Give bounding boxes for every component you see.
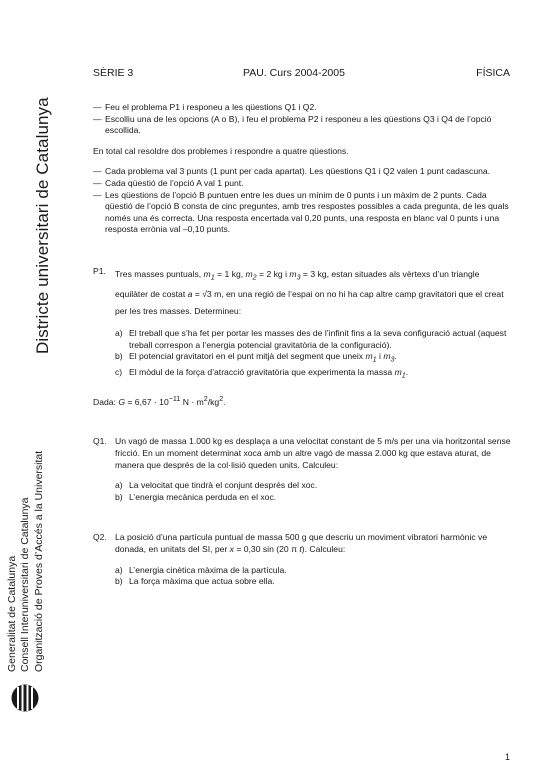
problem-items (115, 328, 511, 382)
org-line-generalitat: Generalitat de Catalunya (6, 555, 18, 672)
page-number: 1 (505, 752, 511, 762)
list-item: b) L’energia mecànica perduda en el xoc. (115, 491, 277, 502)
question-label: Q2. (93, 532, 107, 543)
grading-item: — Cada qüestió de l’opció A val 1 punt. (93, 177, 244, 188)
grading-item: — Les qüestions de l’opció B puntuen entre les dues un mínim de 0 punts i un màxim de 2 punts. Cada qüestió de l’opció B consta de cinc preguntes, amb tres respostes possibles a cada pregunta, de les quals només una és correcta. Una resposta encertada val 0,20 punts, una resposta en blanc val 0 punts i una resposta errònia val –0,10 punts. (93, 189, 509, 235)
page-header (93, 67, 510, 81)
org-line-consell: Consell Interuniversitari de Catalunya (19, 497, 31, 672)
problem-p1 (93, 266, 511, 382)
list-item: b) El potencial gravitatori en el punt mitjà del segment que uneix $m_1$ i $m_3$. (115, 351, 397, 365)
exam-content (93, 102, 511, 588)
given-data: Dada: $G = 6,67 \cdot 10^{-11}$ $N \cdot m^2/kg^2$. (93, 394, 226, 407)
question-statement: La posició d’una partícula puntual de massa 500 g que descriu un moviment vibratori harmònic ve donada, en unitats del SI, per x = 0,30 sin (20 π t). Calculeu: (115, 532, 488, 554)
district-title: Districte universitari de Catalunya (33, 97, 52, 354)
org-line-organitzacio: Organització de Proves d’Accés a la Universitat (33, 450, 45, 672)
problem-label: P1. (93, 265, 106, 276)
question-q1 (93, 436, 511, 503)
list-item: a) El treball que s’ha fet per portar les masses des de l’infinit fins a la seva configuració actual (aquest treball correspon a l’energia potencial gravitatòria de la configuració). (115, 328, 507, 350)
header-course: PAU. Curs 2004-2005 (243, 67, 345, 79)
generalitat-logo-icon (11, 684, 39, 712)
problem-statement: Tres masses puntuals, $m_1 = 1$ kg, $m_2 = 2$ kg i $m_3 = 3$ kg, estan situades als vèrtexs d’un triangle equilàter de costat a = √3 m, en una regió de l’espai on no hi ha cap altre camp gravitatori que el creat per les tres masses. Determineu: (115, 268, 504, 316)
grading-item: — Cada problema val 3 punts (1 punt per cada apartat). Les qüestions Q1 i Q2 valen 1 punt cadascuna. (93, 166, 491, 177)
list-item: c) El mòdul de la força d’atracció gravitatòria que experimenta la massa $m_1$. (115, 366, 409, 380)
instructions-total: En total cal resoldre dos problemes i respondre a quatre qüestions. (93, 145, 349, 156)
header-serie: SÈRIE 3 (93, 67, 134, 79)
instruction-item: — Feu el problema P1 i responeu a les qüestions Q1 i Q2. (93, 102, 317, 112)
question-statement: Un vagó de massa 1.000 kg es desplaça a una velocitat constant de 5 m/s per una via horitzontal sense fricció. En un moment determinat xoca amb un altre vagó de massa 2.000 kg que estava aturat, de manera que després de la col·lisió queden units. Calculeu: (115, 436, 511, 470)
grading-list (93, 166, 511, 236)
list-item: a) L’energia cinètica màxima de la partícula. (115, 564, 287, 575)
question-q2 (93, 532, 511, 587)
header-subject: FÍSICA (476, 67, 510, 79)
instruction-item: — Escolliu una de les opcions (A o B), i feu el problema P2 i responeu a les qüestions Q3 i Q4 de l’opció escollida. (93, 113, 492, 136)
list-item: b) La força màxima que actua sobre ella. (115, 576, 275, 587)
list-item: a) La velocitat que tindrà el conjunt després del xoc. (115, 480, 318, 491)
question-label: Q1. (93, 436, 107, 447)
instructions-choose (93, 102, 511, 137)
